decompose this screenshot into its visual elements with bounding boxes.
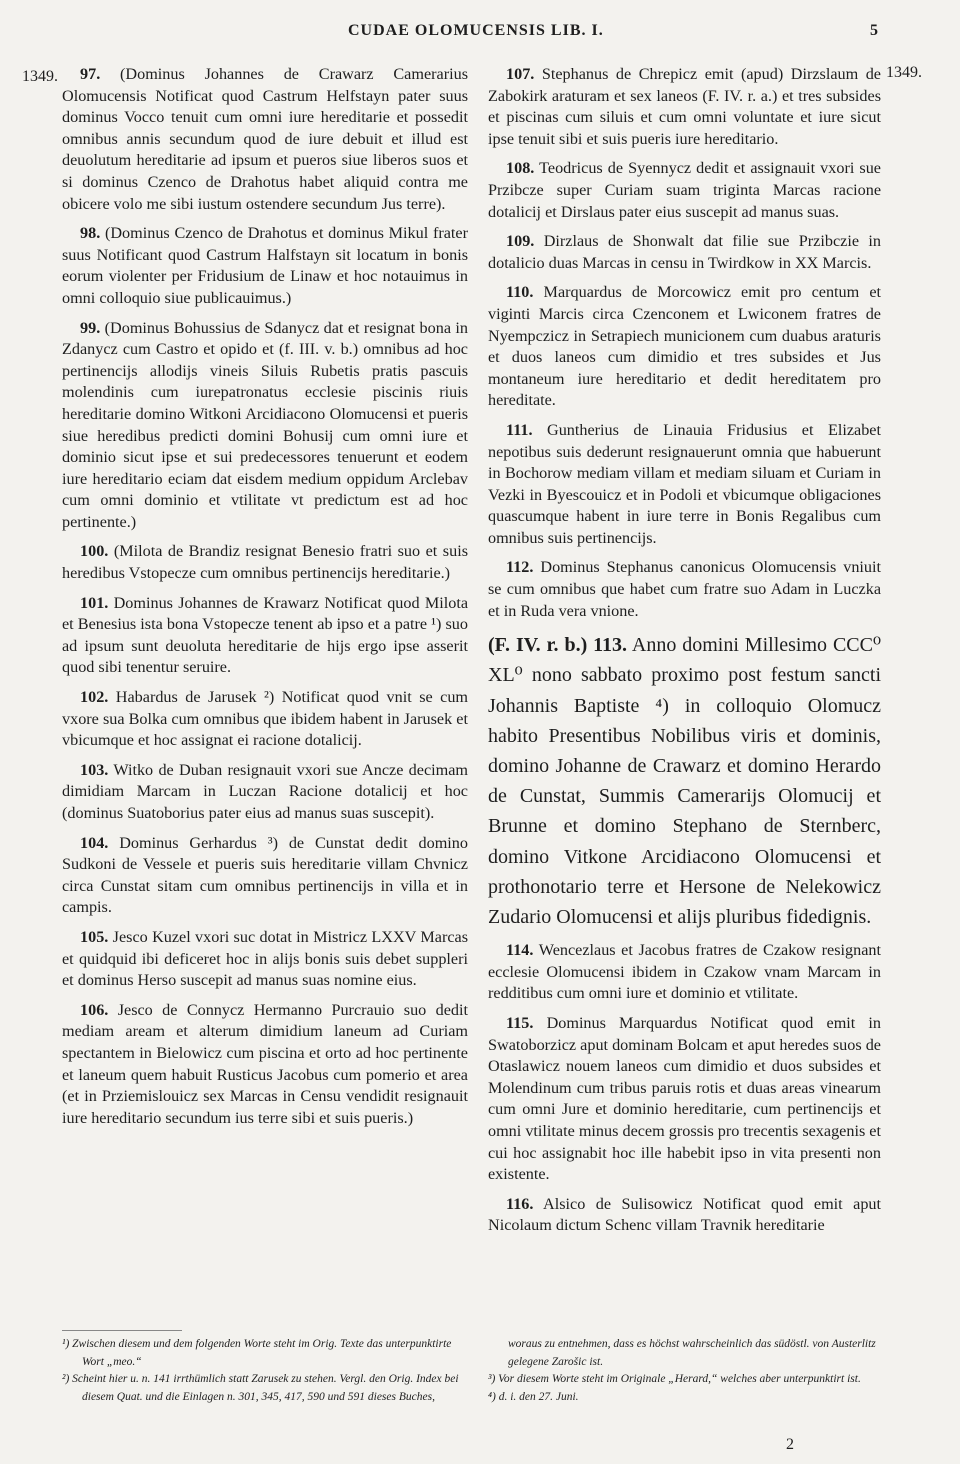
footnote-text: woraus zu entnehmen, dass es höchst wahrscheinlich das südöstl. von Austerlitz gelegene Zarošic ist. <box>508 1338 876 1368</box>
footnote-mark: ³) <box>488 1373 496 1385</box>
entry-number: 112. <box>506 558 534 577</box>
entry-number: 110. <box>506 283 534 302</box>
footnotes-right <box>488 1336 881 1406</box>
entry-number: 109. <box>506 232 535 251</box>
entry <box>488 940 881 1005</box>
entry-text: Witko de Duban resignauit vxori sue Ancze decimam dimidiam Marcam in Luczan Racione dotalicij et hoc (dominus Suatoborius pater eius ad manus suas suscepit). <box>62 760 468 822</box>
footnote <box>488 1389 881 1407</box>
page-number: 5 <box>870 22 878 39</box>
entry-number: 114. <box>506 941 534 960</box>
entry-number: 107. <box>506 65 535 83</box>
entry-text: (Dominus Bohussius de Sdanycz dat et resignat bona in Zdanycz cum Castro et opido et (f. III. v. b.) omnibus ad hoc pertinencijs allodijs vineis Siluis Rubetis pratis pascuis molendinis cum iurepatronatus ecclesie piscinis riuis hereditarie domino Witkoni Arcidiacono Olomucensi et pueris siue heredibus predicti domini Bohusij cum omni iure et dominio sicut ipse et sui predecessores tenuerunt et eodem iure hereditario eciam dat eisdem medium oppidum Arclebav cum omni dominio et vtilitate vt predictum est ad hoc pertinente.) <box>62 318 468 531</box>
entry-text: (Milota de Brandiz resignat Benesio fratri suo et suis heredibus Vstopecze cum omnibus pertinencijs hereditarie.) <box>62 542 468 583</box>
footnote <box>62 1336 468 1371</box>
entry <box>62 1000 468 1130</box>
entry <box>488 282 881 412</box>
footnote-text: d. i. den 27. Juni. <box>498 1390 579 1403</box>
entry-number: 104. <box>80 833 109 852</box>
footnotes-left <box>62 1336 468 1406</box>
entry <box>488 158 881 223</box>
footnote-mark: ⁴) <box>488 1390 496 1403</box>
entry <box>488 1194 881 1237</box>
margin-year-left: 1349. <box>22 68 58 85</box>
entry <box>488 1013 881 1186</box>
entry <box>62 64 468 215</box>
entry-text: Dirzlaus de Shonwalt dat filie sue Przibczie in dotalicio duas Marcas in censu in Twirdkow in XX Marcis. <box>488 232 882 272</box>
signature-mark: 2 <box>786 1436 794 1453</box>
entry <box>62 927 468 992</box>
footnote-text: Zwischen diesem und dem folgenden Worte steht im Orig. Texte das unterpunktirte Wort „meo.“ <box>72 1338 452 1368</box>
entry <box>488 64 881 150</box>
entry-text: Dominus Marquardus Notificat quod emit in Swatoborzicz aput dominam Bolcam et aput heredes suos de Otaslawicz nouem laneos cum dimidio et duos subsides et Molendinum cum tribus paruis rotis et duas areas vinearum cum omni Jure et dominio hereditarie, cum pertinencijs et omni vtilitate minus decem grossis pro trecentis sexagenis et cui hoc assignabit hoc ille habebit ipso in vita presenti non existente. <box>488 1014 881 1184</box>
entry-number: 100. <box>80 542 109 561</box>
entry-number: 97. <box>80 65 101 83</box>
entry-text: Habardus de Jarusek ²) Notificat quod vnit se cum vxore sua Bolka cum omnibus que ibidem habent in Jarusek et vbicumque et hoc assignat ei racione dotalicij. <box>62 688 469 750</box>
entry-text: Jesco Kuzel vxori suc dotat in Mistricz LXXV Marcas et quidquid ibi deficeret hoc in alijs bonis suis debet suppleri et dominus Herso suscepit ad manus suas nomine eius. <box>62 927 469 990</box>
entry-number: (F. IV. r. b.) 113. <box>488 634 628 657</box>
entry <box>62 687 468 752</box>
footnote-text: Vor diesem Worte steht im Originale „Herard,“ welches aber unterpunktirt ist. <box>498 1373 861 1385</box>
entry-number: 103. <box>80 760 109 779</box>
entry <box>62 223 468 309</box>
right-column <box>488 64 881 1245</box>
footnote-mark: ¹) <box>62 1338 70 1350</box>
footnote <box>488 1371 881 1389</box>
entry <box>62 760 468 825</box>
entry <box>62 833 468 919</box>
entry-number: 111. <box>506 420 533 439</box>
entry-number: 101. <box>80 593 109 612</box>
footnote-mark: ²) <box>62 1373 70 1385</box>
left-column <box>62 64 468 1137</box>
entry-text: Anno domini Millesimo CCC⁰ XL⁰ nono sabbato proximo post festum sancti Johannis Baptiste ⁴) in colloquio Olomucz habito Presentibus Nobilibus viris et dominis, domino Johanne de Crawarz et domino Herardo de Cunstat, Summis Camerarijs Olomucij et Brunne et domino Stephano de Sternberc, domino Vitkone Arcidiacono Olomucensi et prothonotario terre et Hersone de Nelekowicz Zudario Olomucensi et alijs pluribus fidedignis. <box>488 634 881 929</box>
entry-number: 116. <box>506 1194 534 1213</box>
entry <box>488 231 881 274</box>
footnote-rule <box>62 1330 182 1331</box>
entry-text: Dominus Stephanus canonicus Olomucensis vniuit se cum omnibus que habet cum fratre suo Adam in Luczka et in Ruda vera vnione. <box>488 558 882 620</box>
running-header <box>0 22 960 46</box>
entry-number: 98. <box>80 224 101 243</box>
entry <box>488 420 881 550</box>
footnote <box>62 1371 468 1406</box>
entry-number: 99. <box>80 318 101 337</box>
entry <box>62 541 468 584</box>
entry-number: 106. <box>80 1000 109 1019</box>
margin-year-right: 1349. <box>886 64 922 81</box>
entry-text: Stephanus de Chrepicz emit (apud) Dirzslaum de Zabokirk araturam et sex laneos (F. IV. r. a.) et tres subsides et piscinas cum siluis et cum omni voluntate et iure sicut ipse tenuit sibi et suis pueris iure hereditario. <box>488 65 881 148</box>
footnote <box>488 1336 881 1371</box>
entry-text: Jesco de Connycz Hermanno Purcrauio suo dedit mediam aream et alterum dimidium laneum ad Curiam spectantem in Bielowicz cum piscina et orto ad hoc pertinente et laneum quem habuit Rusticus Jacobus cum pomerio et area (et in Prziemislouicz sex Marcas in Censu vendidit resignauit iure hereditario secundum ius terre sibi et suis pueris.) <box>62 1000 469 1127</box>
entry-text: Alsico de Sulisowicz Notificat quod emit aput Nicolaum dictum Schenc villam Travnik hereditarie <box>488 1194 882 1235</box>
entry-number: 102. <box>80 688 109 707</box>
entry-text: Guntherius de Linauia Fridusius et Elizabet nepotibus suis dederunt resignauerunt omnia que habuerunt in Bochorow mediam villam et mediam siluam et Curiam in Vezki in Byescouicz et in Podoli et vbicumque obligaciones quascumque habent in iure terre in Bonis Regalibus cum omnibus suis pertinencijs. <box>488 420 881 547</box>
entry <box>488 557 881 622</box>
entry-number: 108. <box>506 159 535 178</box>
entry-text: (Dominus Johannes de Crawarz Camerarius Olomucensis Notificat quod Castrum Helfstayn pater suus dominus Vocco tenuit cum omni iure hereditarie et possedit omnibus annis secundum quod de iure debuit et illud est deuolutum hereditarie ad ipsum et pueros siue liberos suos et si dominus Czenco de Drahotus habet aliquid contra me obicere volo me sibi iustum ostendere secundum Jus terre). <box>62 65 469 213</box>
running-title: CUDAE OLOMUCENSIS LIB. I. <box>348 22 604 39</box>
entry-text: Wencezlaus et Jacobus fratres de Czakow resignant ecclesie Olomucensi ibidem in Czakow vnam Marcam in redditibus cum omni iure et dominio et vtilitate. <box>488 941 881 1003</box>
entry-text: Dominus Johannes de Krawarz Notificat quod Milota et Benesius ista bona Vstopecze tenent ab ipso et a patre ¹) suo ad ipsum sunt deuoluta hereditarie de hijs ergo ipse asserit quod sibi tenentur seruire. <box>62 593 468 677</box>
entry-text: (Dominus Czenco de Drahotus et dominus Mikul frater suus Notificant quod Castrum Halfstayn sit locatum in bonis eorum violenter per Fridusium de Linaw et hoc notauimus in omni colloquio siue publicauimus.) <box>62 224 468 307</box>
entry <box>62 593 468 679</box>
entry <box>62 318 468 534</box>
footnote-text: Scheint hier u. n. 141 irrthümlich statt Zarusek zu stehen. Vergl. den Orig. Index bei diesem Quat. und die Einlagen n. 301, 345, 417, 590 und 591 dieses Buches, <box>72 1373 459 1403</box>
entry-text: Teodricus de Syennycz dedit et assignauit vxori sue Przibcze super Curiam suam triginta Marcas racione dotalicij et Dirslaus pater eius suscepit ad manus suas. <box>488 159 881 221</box>
entry-number: 115. <box>506 1014 534 1033</box>
entry <box>488 630 881 932</box>
entry-number: 105. <box>80 927 109 946</box>
entry-text: Dominus Gerhardus ³) de Cunstat dedit domino Sudkoni de Vessele et pueris suis hereditarie villam Chvnicz circa Cunstat sitam cum omnibus pertinencijs in villa et in campis. <box>62 833 468 917</box>
entry-text: Marquardus de Morcowicz emit pro centum et viginti Marcis circa Czenconem et Lwiconem fratres de Nyempczicz in Setrapiech municionem cum duabus araturis et duos laneos cum dimidio et tres subsides et Jus montaneum iure hereditario et dedit hereditatem pro hereditate. <box>488 283 882 410</box>
